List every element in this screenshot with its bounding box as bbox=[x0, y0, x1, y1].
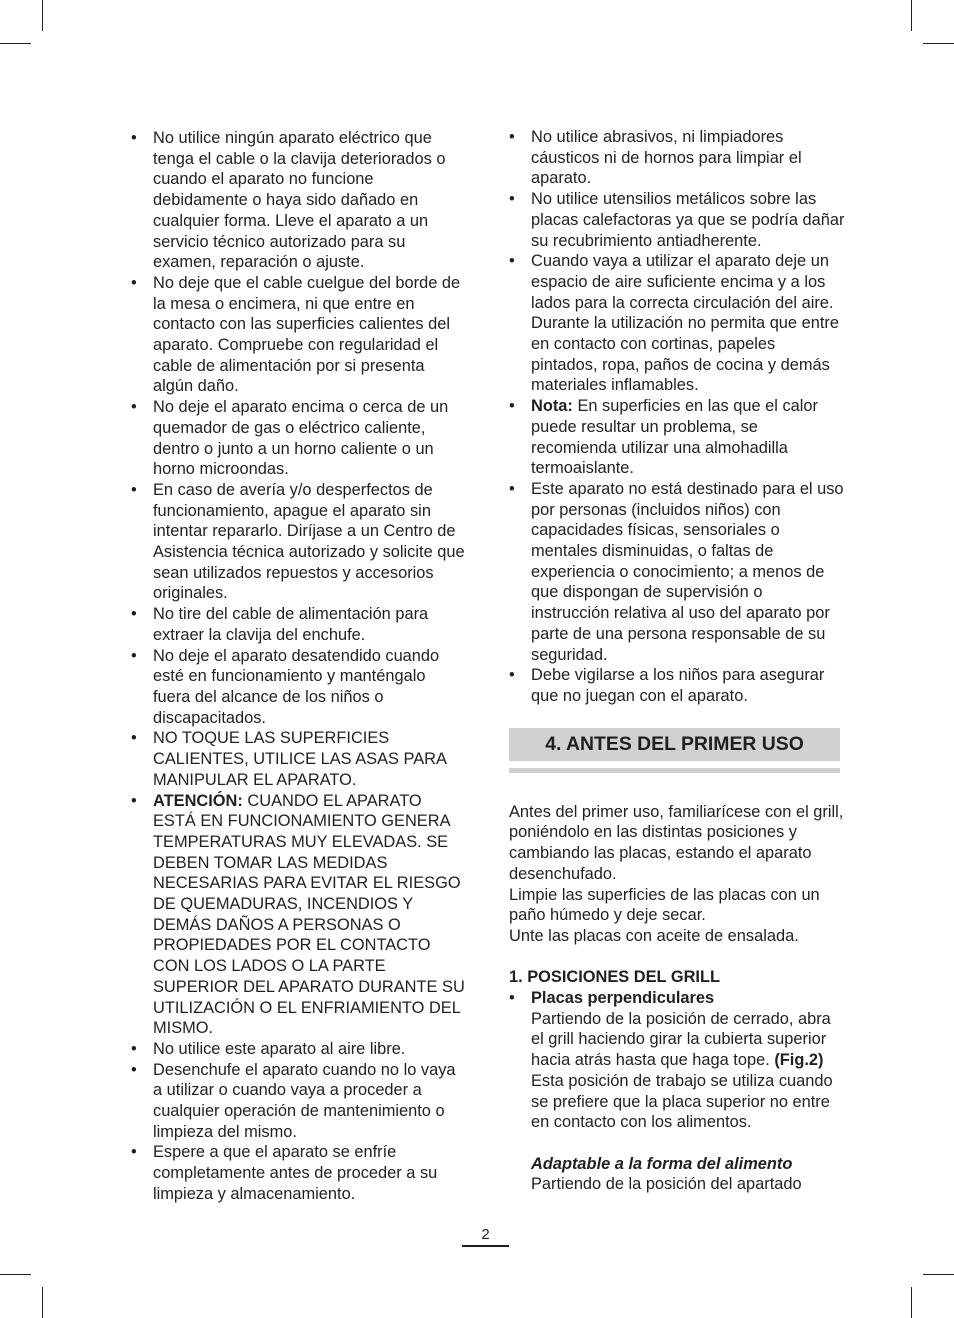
list-item-text: En superficies en las que el calor puede resultar un problema, se recomienda utilizar una almohadilla termoaislante. bbox=[531, 397, 818, 478]
list-item bbox=[509, 665, 845, 706]
intro-paragraph: Antes del primer uso, familiarícese con el grill, poniéndolo en las distintas posiciones y cambiando las placas, estando el aparato desenchufado. bbox=[509, 802, 844, 883]
left-column bbox=[131, 128, 467, 1205]
list-item-text: Debe vigilarse a los niños para asegurar que no juegan con el aparato. bbox=[531, 666, 825, 705]
list-item bbox=[509, 988, 845, 1009]
bullet-glyph: • bbox=[509, 128, 515, 146]
list-item bbox=[509, 479, 845, 665]
crop-mark bbox=[0, 1274, 31, 1275]
bullet-glyph: • bbox=[131, 729, 137, 748]
crop-mark bbox=[0, 43, 31, 44]
right-column bbox=[509, 127, 845, 1195]
list-item bbox=[131, 791, 467, 1039]
intro-paragraph: Limpie las superficies de las placas con un paño húmedo y deje secar. bbox=[509, 885, 820, 925]
list-item bbox=[131, 604, 467, 645]
list-item-text: No utilice utensilios metálicos sobre las placas calefactoras ya que se podría dañar su recubrimiento antiadherente. bbox=[531, 190, 845, 250]
adaptable-text: Partiendo de la posición del apartado bbox=[531, 1175, 802, 1194]
list-item bbox=[131, 1142, 467, 1204]
list-item-text: En caso de avería y/o desperfectos de funcionamiento, apague el aparato sin intentar repararlo. Diríjase a un Centro de Asistencia técnica autorizado y solicite que sean utilizados repuestos y accesorios originales. bbox=[153, 480, 465, 603]
crop-mark bbox=[911, 0, 912, 31]
list-item bbox=[509, 396, 845, 479]
list-item-text: NO TOQUE LAS SUPERFICIES CALIENTES, UTILICE LAS ASAS PARA MANIPULAR EL APARATO. bbox=[153, 729, 447, 789]
crop-mark bbox=[911, 1287, 912, 1318]
list-item-text: CUANDO EL APARATO ESTÁ EN FUNCIONAMIENTO GENERA TEMPERATURAS MUY ELEVADAS. SE DEBEN TOMAR LAS MEDIDAS NECESARIAS PARA EVITAR EL RIESGO DE QUEMADURAS, INCENDIOS Y DEMÁS DAÑOS A PERSONAS O PROPIEDADES POR EL CONTACTO CON LOS LADOS O LA PARTE SUPERIOR DEL APARATO DURANTE SU UTILIZACIÓN O EL ENFRIAMIENTO DEL MISMO. bbox=[153, 791, 465, 1038]
position-description: Partiendo de la posición de cerrado, abra el grill haciendo girar la cubierta superior hacia atrás hasta que haga tope. (Fig.2) bbox=[531, 1009, 831, 1070]
bullet-glyph: • bbox=[131, 1143, 137, 1162]
list-item bbox=[131, 397, 467, 480]
list-item-text: No tire del cable de alimentación para extraer la clavija del enchufe. bbox=[153, 605, 429, 644]
crop-mark bbox=[923, 43, 954, 44]
bullet-glyph: • bbox=[509, 666, 515, 685]
bullet-glyph: • bbox=[131, 273, 137, 292]
list-item-text: No deje que el cable cuelgue del borde de la mesa o encimera, ni que entre en contacto con las superficies calientes del aparato. Compruebe con regularidad el cable de alimentación por si presenta algún daño. bbox=[153, 273, 461, 396]
list-item bbox=[509, 251, 845, 396]
bold-lead: Nota: bbox=[531, 397, 573, 416]
list-item-text: Cuando vaya a utilizar el aparato deje un espacio de aire suficiente encima y a los lados para la correcta circulación del aire. Durante la utilización no permita que entre en contacto con cortinas, papeles pintados, ropa, paños de cocina y demás materiales inflamables. bbox=[531, 252, 839, 395]
bullet-glyph: • bbox=[509, 989, 515, 1007]
bullet-glyph: • bbox=[131, 1039, 137, 1058]
list-item-text: Este aparato no está destinado para el uso por personas (incluidos niños) con capacidades físicas, sensoriales o mentales disminuidas, o faltas de experiencia o conocimiento; a menos de que dispongan de supervisión o instrucción relativa al uso del aparato por parte de una persona responsable de su seguridad. bbox=[531, 479, 844, 664]
list-item bbox=[131, 273, 467, 397]
list-item-text: No deje el aparato desatendido cuando esté en funcionamiento y manténgalo fuera del alcance de los niños o discapacitados. bbox=[153, 646, 440, 727]
safety-list-right bbox=[509, 127, 845, 707]
page-number: 2 bbox=[481, 1226, 490, 1243]
list-item bbox=[131, 728, 467, 790]
intro-paragraph: Unte las placas con aceite de ensalada. bbox=[509, 926, 799, 945]
list-item bbox=[509, 189, 845, 251]
safety-list-left bbox=[131, 128, 467, 1205]
crop-mark bbox=[42, 1287, 43, 1318]
list-item-text: No utilice abrasivos, ni limpiadores cáusticos ni de hornos para limpiar el aparato. bbox=[531, 128, 802, 188]
bullet-glyph: • bbox=[509, 397, 515, 416]
bullet-glyph: • bbox=[131, 480, 137, 499]
position-title: Placas perpendiculares bbox=[531, 989, 715, 1007]
page-number-rule bbox=[462, 1245, 509, 1247]
bullet-glyph: • bbox=[131, 129, 137, 147]
list-item bbox=[509, 127, 845, 189]
bullet-glyph: • bbox=[509, 252, 515, 271]
crop-mark bbox=[923, 1274, 954, 1275]
list-item bbox=[131, 1060, 467, 1143]
crop-mark bbox=[42, 0, 43, 31]
bold-lead: ATENCIÓN: bbox=[153, 791, 243, 810]
list-item-text: Espere a que el aparato se enfríe completamente antes de proceder a su limpieza y almacenamiento. bbox=[153, 1143, 438, 1203]
list-item-text: Desenchufe el aparato cuando no lo vaya a utilizar o cuando vaya a proceder a cualquier operación de mantenimiento o limpieza del mismo. bbox=[153, 1060, 456, 1141]
list-item-text: No deje el aparato encima o cerca de un quemador de gas o eléctrico caliente, dentro o junto a un horno caliente o un horno microondas. bbox=[153, 398, 449, 479]
adaptable-title: Adaptable a la forma del alimento bbox=[531, 1154, 793, 1173]
section-title: 4. ANTES DEL PRIMER USO bbox=[509, 728, 840, 761]
bullet-glyph: • bbox=[509, 479, 515, 498]
bullet-glyph: • bbox=[131, 398, 137, 417]
subsection-title: 1. POSICIONES DEL GRILL bbox=[509, 968, 720, 987]
bullet-glyph: • bbox=[131, 605, 137, 624]
list-item bbox=[131, 646, 467, 729]
bullet-glyph: • bbox=[131, 1060, 137, 1079]
list-item-text: No utilice este aparato al aire libre. bbox=[153, 1039, 406, 1058]
bullet-glyph: • bbox=[131, 646, 137, 665]
list-item bbox=[131, 1039, 467, 1060]
bullet-glyph: • bbox=[131, 791, 137, 810]
list-item bbox=[131, 480, 467, 604]
figure-reference: (Fig.2) bbox=[774, 1051, 824, 1070]
list-item bbox=[131, 128, 467, 273]
position-description: Esta posición de trabajo se utiliza cuando se prefiere que la placa superior no entre en contacto con los alimentos. bbox=[531, 1071, 833, 1132]
bullet-glyph: • bbox=[509, 190, 515, 209]
list-item-text: No utilice ningún aparato eléctrico que tenga el cable o la clavija deteriorados o cuando el aparato no funcione debidamente o haya sido dañado en cualquier forma. Lleve el aparato a un servicio técnico autorizado para su examen, reparación o ajuste. bbox=[153, 129, 446, 272]
